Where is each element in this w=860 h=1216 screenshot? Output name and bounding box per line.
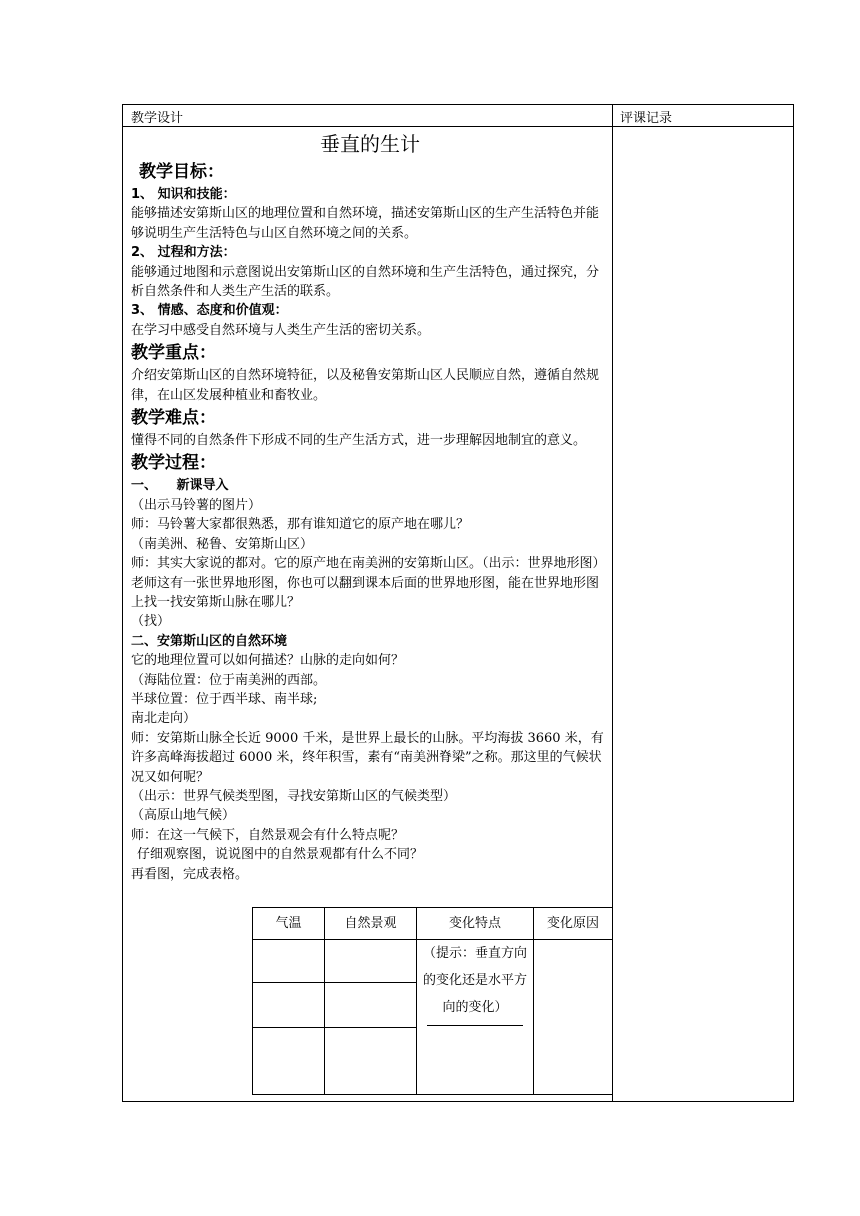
- objectives-heading: 教学目标：: [139, 162, 224, 182]
- section-1-title: 一、 新课导入: [131, 478, 229, 494]
- process-line: 再看图，完成表格。: [131, 866, 249, 882]
- process-heading: 教学过程：: [131, 453, 216, 474]
- key-points-text: 介绍安第斯山区的自然环境特征，以及秘鲁安第斯山区人民顺应自然，遵循自然规律，在山区发展种植业和畜牧业。: [131, 368, 600, 403]
- process-line: 师：安第斯山脉全长近 9000 千米，是世界上最长的山脉。平均海拔 3660 米，有许多高峰海拔超过 6000 米，终年积雪，素有“南美洲脊梁”之称。那这里的气候状况又如何呢？: [131, 730, 604, 785]
- key-points-heading: 教学重点：: [131, 343, 216, 364]
- process-line: （高原山地气候）: [131, 808, 236, 824]
- header-divider: [123, 126, 793, 127]
- header-review-record: 评课记录: [620, 111, 673, 126]
- lesson-content: [131, 129, 609, 884]
- process-line: 师：马铃薯大家都很熟悉，那有谁知道它的原产地在哪儿？: [131, 517, 470, 533]
- table-cell[interactable]: [325, 940, 417, 983]
- answer-blank-line: [427, 1025, 523, 1026]
- objective-3-label: 3、 情感、态度和价值观：: [131, 303, 288, 319]
- objective-3-text: 在学习中感受自然环境与人类生产生活的密切关系。: [131, 322, 431, 338]
- process-line: （找）: [131, 614, 171, 630]
- process-line: 师：其实大家说的都对。它的原产地在南美洲的安第斯山区。（出示：世界地形图）老师这有一张世界地形图，你也可以翻到课本后面的世界地形图，能在世界地形图上找一找安第斯山脉在哪儿？: [131, 556, 606, 610]
- table-tip-text: （提示：垂直方向的变化还是水平方向的变化）: [422, 946, 527, 1015]
- table-tip-cell: [417, 940, 534, 1095]
- table-cell[interactable]: [325, 983, 417, 1028]
- process-line: 它的地理位置可以如何描述？山脉的走向如何？: [131, 653, 405, 669]
- document-frame: [122, 104, 794, 1102]
- objective-2-text: 能够通过地图和示意图说出安第斯山区的自然环境和生产生活特色，通过探究，分析自然条件和人类生产生活的联系。: [131, 264, 600, 300]
- header-teaching-design: 教学设计: [131, 111, 184, 126]
- process-line: （出示马铃薯的图片）: [131, 497, 262, 513]
- objective-1-text: 能够描述安第斯山区的地理位置和自然环境，描述安第斯山区的生产生活特色并能够说明生产生活特色与山区自然环境之间的关系。: [131, 206, 600, 241]
- process-line: 师：在这一气候下，自然景观会有什么特点呢？: [131, 827, 405, 843]
- process-line: 南北走向）: [131, 711, 197, 727]
- section-2-title: 二、安第斯山区的自然环境: [131, 633, 288, 649]
- table-cell[interactable]: [253, 983, 325, 1028]
- lesson-title: 垂直的生计: [320, 132, 420, 156]
- table-cell[interactable]: [253, 940, 325, 983]
- difficulties-heading: 教学难点：: [131, 408, 216, 429]
- table-cell[interactable]: [253, 1028, 325, 1095]
- process-line: 仔细观察图，说说图中的自然景观都有什么不同？: [137, 847, 424, 863]
- table-cell[interactable]: [325, 1028, 417, 1095]
- table-header-change-reason: 变化原因: [534, 908, 613, 940]
- process-line: 半球位置：位于西半球、南半球;: [131, 691, 318, 707]
- table-header-change-features: 变化特点: [417, 908, 534, 940]
- process-line: （海陆位置：位于南美洲的西部。: [131, 672, 327, 688]
- landscape-table: [252, 907, 613, 1095]
- table-header-landscape: 自然景观: [325, 908, 417, 940]
- objective-2-label: 2、 过程和方法：: [131, 245, 236, 261]
- objective-1-label: 1、 知识和技能：: [131, 187, 236, 202]
- process-line: （南美洲、秘鲁、安第斯山区）: [131, 536, 314, 552]
- table-cell[interactable]: [534, 940, 613, 1095]
- table-header-temperature: 气温: [253, 908, 325, 940]
- process-line: （出示：世界气候类型图，寻找安第斯山区的气候类型）: [131, 788, 457, 804]
- difficulties-text: 懂得不同的自然条件下形成不同的生产生活方式，进一步理解因地制宜的意义。: [131, 433, 587, 449]
